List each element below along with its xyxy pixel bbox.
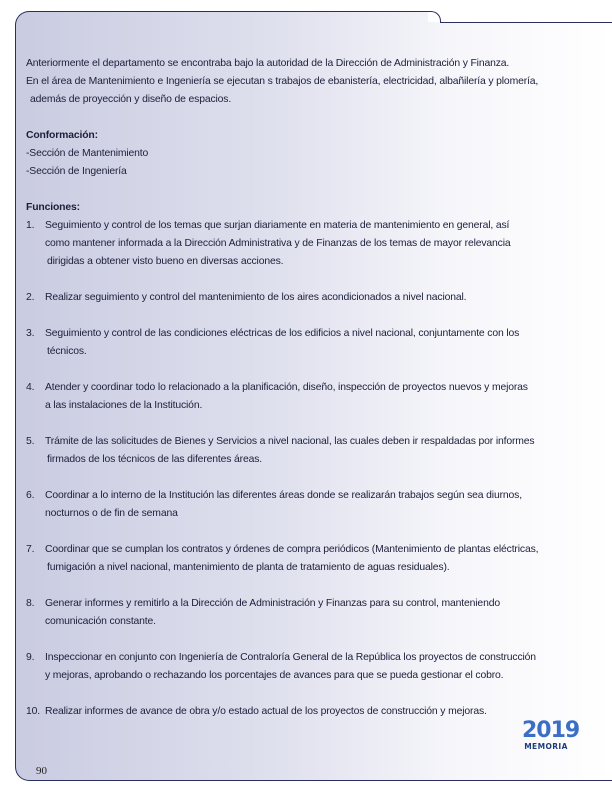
- item-text: dirigidas a obtener visto bueno en diversas acciones.: [47, 256, 284, 267]
- memoria-logo: [522, 718, 580, 756]
- funcion-item-9: [26, 649, 591, 685]
- conformacion-item: -Sección de Ingeniería: [26, 166, 127, 177]
- item-text: Seguimiento y control de las condiciones eléctricas de los edificios a nivel nacional, conjuntamente con los: [45, 328, 520, 339]
- item-text: Trámite de las solicitudes de Bienes y Servicios a nivel nacional, las cuales deben ir respaldadas por informes: [45, 436, 535, 447]
- item-text: técnicos.: [47, 346, 87, 357]
- top-tab-decoration: [428, 0, 612, 22]
- funciones-heading: Funciones:: [26, 202, 80, 213]
- intro-line: además de proyección y diseño de espacios.: [30, 94, 232, 105]
- funcion-item-2: [26, 289, 591, 307]
- item-number: 8.: [26, 598, 35, 609]
- item-number: 9.: [26, 652, 35, 663]
- item-text: Coordinar que se cumplan los contratos y órdenes de compra periódicos (Mantenimiento de plantas eléctricas,: [45, 544, 539, 555]
- funcion-item-7: [26, 541, 591, 577]
- funcion-item-4: [26, 379, 591, 415]
- item-text: Realizar informes de avance de obra y/o estado actual de los proyectos de construcción y mejoras.: [45, 706, 487, 717]
- funcion-item-8: [26, 595, 591, 631]
- item-number: 1.: [26, 220, 35, 231]
- item-number: 10.: [26, 706, 40, 717]
- item-text: y mejoras, aprobando o rechazando los porcentajes de avances para que se pueda gestionar el cobro.: [45, 670, 504, 681]
- intro-line: Anteriormente el departamento se encontraba bajo la autoridad de la Dirección de Administración y Finanza.: [26, 58, 510, 69]
- funcion-item-5: [26, 433, 591, 469]
- item-number: 2.: [26, 292, 35, 303]
- item-text: Inspeccionar en conjunto con Ingeniería de Contraloría General de la República los proyectos de construcción: [45, 652, 536, 663]
- item-text: Coordinar a lo interno de la Institución las diferentes áreas donde se realizarán trabajos según sea diurnos,: [45, 490, 522, 501]
- item-number: 6.: [26, 490, 35, 501]
- item-text: Seguimiento y control de los temas que surjan diariamente en materia de mantenimiento en general, así: [45, 220, 510, 231]
- document-body: [26, 55, 591, 721]
- item-text: Realizar seguimiento y control del mantenimiento de los aires acondicionados a nivel nacional.: [45, 292, 467, 303]
- funcion-item-3: [26, 325, 591, 361]
- intro-line: En el área de Mantenimiento e Ingeniería se ejecutan s trabajos de ebanistería, electricidad, albañilería y plomería,: [26, 76, 539, 87]
- item-text: firmados de los técnicos de las diferentes áreas.: [47, 454, 263, 465]
- funcion-item-6: [26, 487, 591, 523]
- top-rule: [440, 22, 612, 23]
- item-text: como mantener informada a la Dirección Administrativa y de Finanzas de los temas de mayor relevancia: [45, 238, 511, 249]
- conformacion-item: -Sección de Mantenimiento: [26, 148, 149, 159]
- item-text: nocturnos o de fin de semana: [45, 508, 178, 519]
- item-number: 7.: [26, 544, 35, 555]
- item-text: comunicación constante.: [45, 616, 156, 627]
- logo-year: 2019: [522, 718, 580, 743]
- logo-label: MEMORIA: [524, 742, 568, 751]
- funcion-item-1: [26, 217, 591, 271]
- item-number: 4.: [26, 382, 35, 393]
- conformacion-heading: Conformación:: [26, 130, 98, 141]
- item-text: Generar informes y remitirlo a la Dirección de Administración y Finanzas para su control, manteniendo: [45, 598, 500, 609]
- item-text: a las instalaciones de la Institución.: [45, 400, 203, 411]
- page-number: 90: [36, 765, 47, 777]
- item-number: 5.: [26, 436, 35, 447]
- item-text: Atender y coordinar todo lo relacionado a la planificación, diseño, inspección de proyectos nuevos y mejoras: [45, 382, 528, 393]
- funcion-item-10: [26, 703, 591, 721]
- item-number: 3.: [26, 328, 35, 339]
- item-text: fumigación a nivel nacional, mantenimiento de planta de tratamiento de aguas residuales).: [47, 562, 450, 573]
